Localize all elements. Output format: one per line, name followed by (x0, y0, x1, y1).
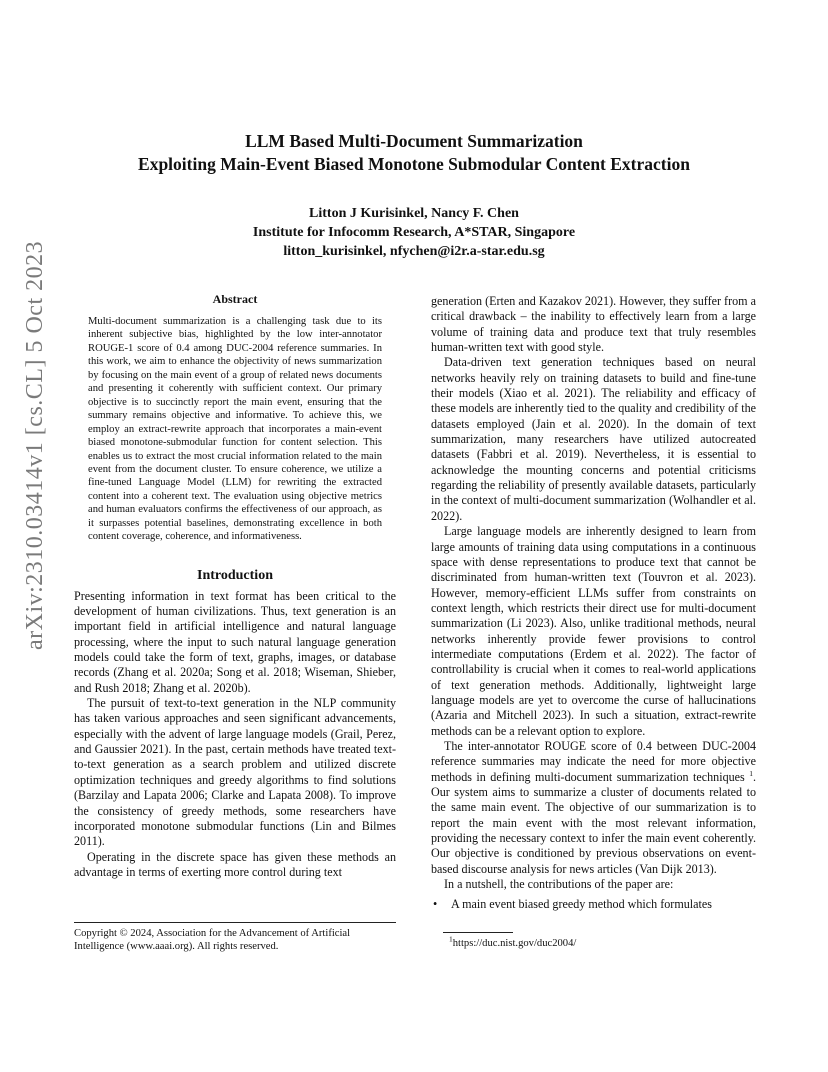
right-paragraph-1: generation (Erten and Kazakov 2021). However, they suffer from a critical drawback – the inability to effectively learn from a large volume of training data and produce text that truly resembles human-written text with good style. (431, 294, 756, 355)
footnote-entry (443, 934, 743, 950)
rouge-text-after: . Our system aims to summarize a cluster of documents related to the same main event. The objective of our summarization is to report the main event with the most relevant information, providing the necessary context to infer the main event coherently. Our objective is conditioned by previous observations on event-based discourse analysis for news articles (Van Dijk 2013). (431, 769, 756, 876)
right-paragraph-2: Data-driven text generation techniques based on neural networks heavily rely on training datasets to build and fine-tune their models (Xiao et al. 2021). The reliability and efficacy of these models are inherently tied to the quality and credibility of the datasets employed (Jain et al. 2020). In the domain of text summarization, many researchers have utilized autocreated datasets (Fabbri et al. 2019). Nevertheless, it is essential to acknowledge the mounting concerns and potential criticisms regarding the reliability of presently available datasets, particularly in the context of multi-document summarization (Wolhandler et al. 2022). (431, 355, 756, 523)
author-block (74, 204, 754, 261)
paper-title-line-1: LLM Based Multi-Document Summarization (245, 131, 583, 151)
url-footnote (443, 932, 743, 950)
copyright-footnote (74, 922, 396, 953)
contribution-bullet-1 (431, 897, 756, 912)
left-column (74, 292, 396, 880)
right-column (431, 294, 756, 913)
introduction-heading: Introduction (197, 567, 273, 583)
bullet-text: A main event biased greedy method which formulates (451, 897, 712, 912)
footnote-rule (443, 932, 513, 933)
bullet-icon: • (433, 897, 438, 912)
abstract-text: Multi-document summarization is a challenging task due to its inherent subjective bias, highlighted by the low inter-annotator ROUGE-1 score of 0.4 among DUC-2004 reference summaries. In this work, we aim to enhance the objectivity of news summarization by focusing on the main event of a group of related news documents and presenting it coherently with sufficient context. Our primary objective is to succinctly report the main event, ensuring that the summary remains objective and informative. To achieve this, we employ an extract-rewrite approach that incorporates a main-event biased monotone-submodular function for content selection. This enables us to extract the most crucial information related to the main event from the document cluster. To ensure coherence, we utilize a fine-tuned Language Model (LLM) for rewriting the extracted content into a coherent text. The evaluation using objective metrics and human evaluators confirms the effectiveness of our approach, as it surpasses potential baselines, demonstrating excellence in both content coverage, coherence, and informativeness. (88, 316, 382, 543)
rouge-text-before: The inter-annotator ROUGE score of 0.4 between DUC-2004 reference summaries may indicate the need for more objective methods in defining multi-document summarization techniques (431, 738, 756, 784)
abstract-heading: Abstract (212, 292, 258, 306)
author-affiliation: Institute for Infocomm Research, A*STAR, Singapore (252, 225, 576, 240)
intro-paragraph-3: Operating in the discrete space has given these methods an advantage in terms of exerting more control during text (74, 849, 396, 879)
arxiv-identifier: arXiv:2310.03414v1 [cs.CL] 5 Oct 2023 (22, 240, 48, 650)
footnote-url: https://duc.nist.gov/duc2004/ (452, 938, 577, 949)
intro-paragraph-2: The pursuit of text-to-text generation in the NLP community has taken various approaches and seen significant advancements, especially with the advent of large language models (Grail, Perez, and Gaussier 2021). In the past, certain methods have treated text-to-text generation as a search problem and utilized discrete optimization techniques and greedy algorithms to find solutions (Barzilay and Lapata 2006; Clarke and Lapata 2008). To improve the consistency of greedy methods, some researchers have incorporated monotone submodular functions (Lin and Bilmes 2011). (74, 696, 396, 849)
copyright-text: Copyright © 2024, Association for the Advancement of Artificial Intelligence (www.aaai.org). All rights reserved. (74, 928, 351, 952)
author-email: litton_kurisinkel, nfychen@i2r.a-star.edu.sg (283, 244, 545, 259)
footnote-rule (74, 922, 396, 923)
right-paragraph-4 (431, 739, 756, 877)
paper-title-line-2: Exploiting Main-Event Biased Monotone Submodular Content Extraction (138, 154, 690, 174)
contributions-lead: In a nutshell, the contributions of the paper are: (444, 877, 674, 892)
footnote-number: 1 (449, 934, 453, 944)
paper-header (74, 130, 754, 261)
intro-paragraph-1: Presenting information in text format has been critical to the development of human civilizations. Thus, text generation is an important field in artificial intelligence and natural language processing, where the input to such natural language generation models could take the form of text, graphs, images, or database records (Zhang et al. 2020a; Song et al. 2018; Wiseman, Shieber, and Rush 2018; Zhang et al. 2020b). (74, 588, 396, 695)
author-names: Litton J Kurisinkel, Nancy F. Chen (309, 206, 519, 221)
footnote-marker: 1 (749, 768, 753, 778)
right-paragraph-3: Large language models are inherently designed to learn from large amounts of training data using computations in a continuous space with dense representations to produce text that cannot be discriminated from human-written text (Touvron et al. 2023). However, memory-efficient LLMs suffer from constraints on context length, which restricts their direct use for multi-document summarization (Li 2023). Also, unlike traditional methods, neural networks inherently provide fewer provisions to control intermediate computations (Erdem et al. 2022). The factor of controllability is crucial when it comes to real-world applications of text generation methods. Additionally, lightweight large language models are yet to overcome the curse of hallucinations (Azaria and Mitchell 2023). In such a situation, extract-rewrite methods can be a relevant option to explore. (431, 524, 756, 738)
